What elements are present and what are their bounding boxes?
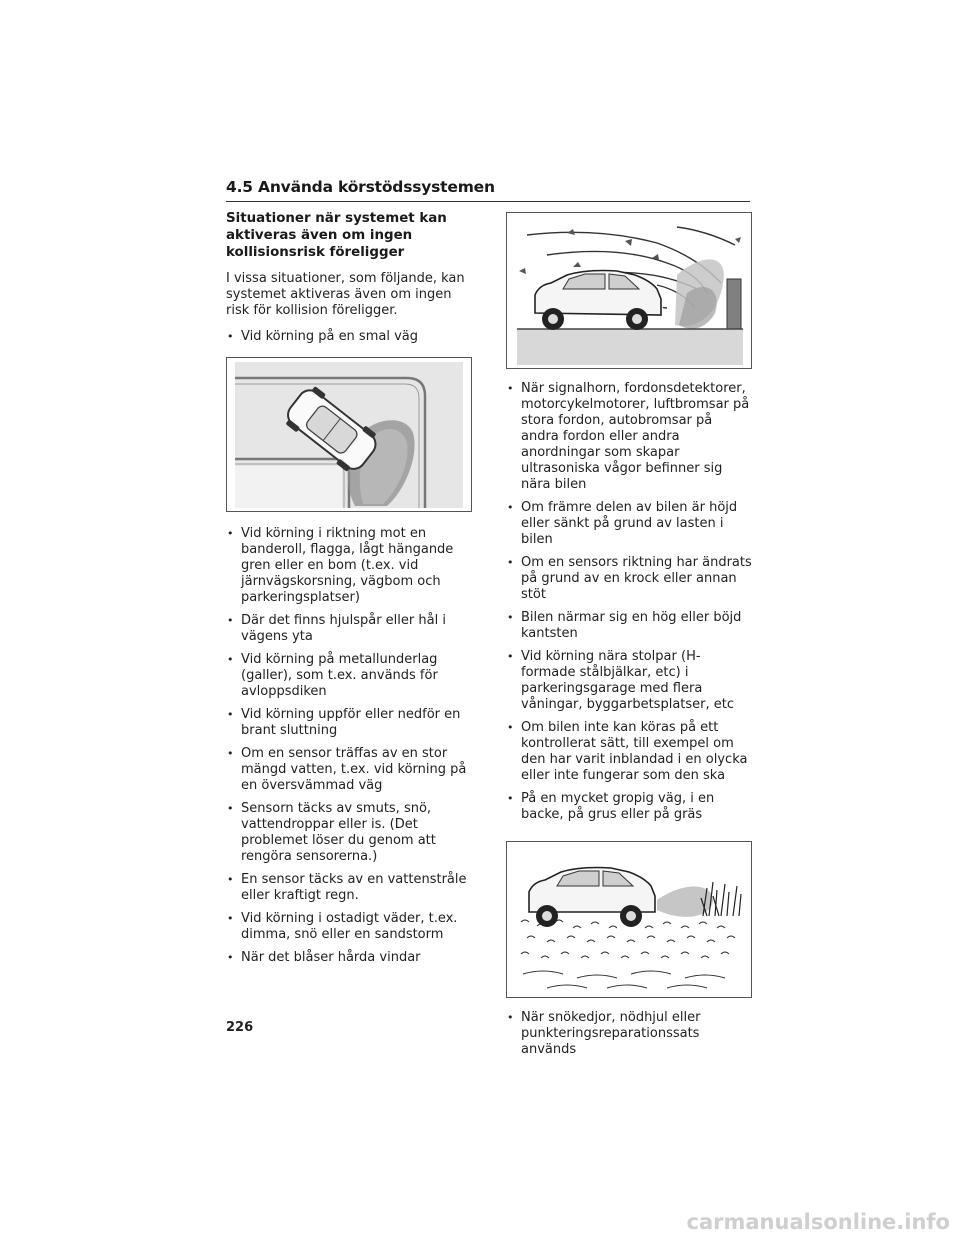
list-item: • Om en sensor träffas av en stor mängd vatten, t.ex. vid körning på en översvämmad väg bbox=[226, 746, 472, 794]
list-item: • När det blåser hårda vindar bbox=[226, 950, 472, 966]
list-item: • Bilen närmar sig en hög eller böjd kantsten bbox=[506, 610, 752, 642]
list-item: • Vid körning på metallunderlag (galler), som t.ex. används för avloppsdiken bbox=[226, 652, 472, 700]
list-item: • Sensorn täcks av smuts, snö, vattendroppar eller is. (Det problemet löser du genom att rengöra sensorerna.) bbox=[226, 801, 472, 865]
intro-paragraph: I vissa situationer, som följande, kan systemet aktiveras även om ingen risk för kollision föreligger. bbox=[226, 271, 465, 318]
list-item: • Där det finns hjulspår eller hål i vägens yta bbox=[226, 613, 472, 645]
section-title: 4.5 Använda körstödssystemen bbox=[226, 178, 750, 202]
right-column bbox=[506, 212, 752, 1065]
list-item: • När signalhorn, fordonsdetektorer, motorcykelmotorer, luftbromsar på stora fordon, autobromsar på andra fordon eller andra anordningar som skapar ultrasoniska vågor befinner sig nära bilen bbox=[506, 381, 752, 493]
rough-road-illustration bbox=[506, 841, 752, 998]
left-column bbox=[226, 210, 472, 973]
subheading: Situationer när systemet kan aktiveras även om ingen kollisionsrisk föreligger bbox=[226, 211, 447, 260]
bullet-list bbox=[506, 381, 752, 823]
list-item: • En sensor täcks av en vattenstråle eller kraftigt regn. bbox=[226, 872, 472, 904]
watermark: carmanualsonline.info bbox=[686, 1210, 950, 1234]
list-item: • När snökedjor, nödhjul eller punkteringsreparationssats används bbox=[506, 1010, 752, 1058]
list-item: • Om en sensors riktning har ändrats på grund av en krock eller annan stöt bbox=[506, 555, 752, 603]
list-item: • Om bilen inte kan köras på ett kontrollerat sätt, till exempel om den har varit inblandad i en olycka eller inte fungerar som den ska bbox=[506, 720, 752, 784]
list-item: • Vid körning i riktning mot en banderoll, flagga, lågt hängande gren eller en bom (t.ex. vid järnvägskorsning, vägbom och parkeringsplatser) bbox=[226, 526, 472, 606]
list-item: • Vid körning i ostadigt väder, t.ex. dimma, snö eller en sandstorm bbox=[226, 911, 472, 943]
list-item: • Vid körning uppför eller nedför en brant sluttning bbox=[226, 707, 472, 739]
list-item: • På en mycket gropig väg, i en backe, på grus eller på gräs bbox=[506, 791, 752, 823]
list-item: • Vid körning på en smal väg bbox=[226, 329, 472, 345]
narrow-road-illustration bbox=[226, 357, 472, 512]
bullet-list-bottom bbox=[506, 1010, 752, 1058]
strong-wind-illustration bbox=[506, 212, 752, 369]
page-number: 226 bbox=[226, 1020, 254, 1035]
list-item: • Vid körning nära stolpar (H-formade stålbjälkar, etc) i parkeringsgarage med flera våningar, byggarbetsplatser, etc bbox=[506, 649, 752, 713]
bullet-list bbox=[226, 526, 472, 966]
list-item: • Om främre delen av bilen är höjd eller sänkt på grund av lasten i bilen bbox=[506, 500, 752, 548]
bullet-list-top bbox=[226, 329, 472, 345]
